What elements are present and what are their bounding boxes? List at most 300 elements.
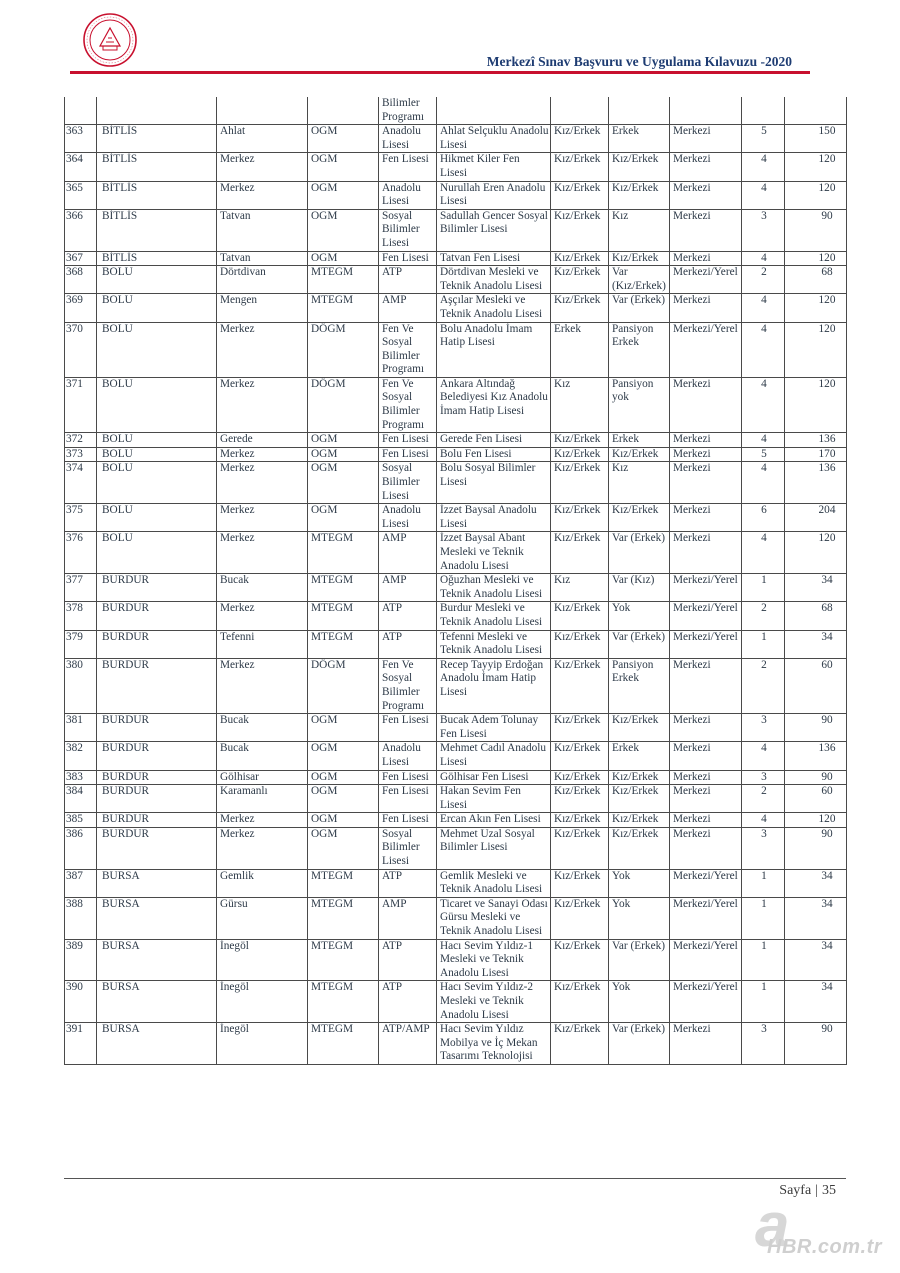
table-row	[65, 251, 847, 266]
placement-type-cell: Merkezi	[670, 294, 742, 322]
province-cell: BOLU	[97, 377, 217, 432]
placement-type-cell: Merkezi	[670, 447, 742, 462]
school-name-cell: Oğuzhan Mesleki ve Teknik Anadolu Lisesi	[437, 574, 551, 602]
dormitory-cell: Var (Kız/Erkek)	[609, 266, 670, 294]
placement-type-cell: Merkezi	[670, 742, 742, 770]
meb-seal-icon	[82, 12, 138, 68]
district-cell: Dörtdivan	[217, 266, 308, 294]
watermark-text: HBR.com.tr	[767, 1236, 883, 1258]
student-gender-cell: Erkek	[551, 322, 609, 377]
placement-type-cell: Merkezi	[670, 377, 742, 432]
department-cell: MTEGM	[308, 981, 379, 1023]
school-name-cell: Bolu Sosyal Bilimler Lisesi	[437, 462, 551, 504]
department-cell: OGM	[308, 153, 379, 181]
student-gender-cell: Kız/Erkek	[551, 714, 609, 742]
department-cell: OGM	[308, 504, 379, 532]
dormitory-cell: Kız/Erkek	[609, 181, 670, 209]
quota-cell: 204	[785, 504, 847, 532]
program-type-cell: Fen Ve Sosyal Bilimler Programı	[379, 658, 437, 713]
student-gender-cell: Kız/Erkek	[551, 532, 609, 574]
row-no-cell: 386	[65, 827, 97, 869]
student-gender-cell: Kız/Erkek	[551, 504, 609, 532]
district-cell: Merkez	[217, 447, 308, 462]
placement-type-cell: Merkezi	[670, 209, 742, 251]
row-no-cell	[65, 97, 97, 125]
placement-type-cell: Merkezi	[670, 770, 742, 785]
class-count-cell: 6	[742, 504, 785, 532]
quota-cell: 136	[785, 462, 847, 504]
table-row	[65, 294, 847, 322]
program-type-cell: ATP	[379, 981, 437, 1023]
student-gender-cell: Kız/Erkek	[551, 125, 609, 153]
table-row	[65, 181, 847, 209]
student-gender-cell: Kız/Erkek	[551, 869, 609, 897]
province-cell	[97, 97, 217, 125]
row-no-cell: 363	[65, 125, 97, 153]
table-row	[65, 504, 847, 532]
table-row	[65, 322, 847, 377]
class-count-cell: 2	[742, 785, 785, 813]
district-cell: Merkez	[217, 462, 308, 504]
page-label: Sayfa	[779, 1183, 812, 1198]
row-no-cell: 380	[65, 658, 97, 713]
department-cell: OGM	[308, 770, 379, 785]
school-name-cell: Ercan Akın Fen Lisesi	[437, 813, 551, 828]
quota-cell: 34	[785, 939, 847, 981]
province-cell: BURDUR	[97, 770, 217, 785]
row-no-cell: 368	[65, 266, 97, 294]
province-cell: BOLU	[97, 266, 217, 294]
placement-type-cell: Merkezi	[670, 181, 742, 209]
province-cell: BOLU	[97, 433, 217, 448]
district-cell: Merkez	[217, 532, 308, 574]
school-name-cell: Ticaret ve Sanayi Odası Gürsu Mesleki ve Teknik Anadolu Lisesi	[437, 897, 551, 939]
program-type-cell: Fen Lisesi	[379, 813, 437, 828]
program-type-cell: AMP	[379, 294, 437, 322]
program-type-cell: Anadolu Lisesi	[379, 742, 437, 770]
quota-cell: 34	[785, 981, 847, 1023]
dormitory-cell: Kız/Erkek	[609, 770, 670, 785]
district-cell: Karamanlı	[217, 785, 308, 813]
class-count-cell: 4	[742, 462, 785, 504]
placement-type-cell: Merkezi/Yerel	[670, 322, 742, 377]
program-type-cell: Fen Lisesi	[379, 433, 437, 448]
student-gender-cell: Kız/Erkek	[551, 181, 609, 209]
quota-cell: 150	[785, 125, 847, 153]
dormitory-cell: Kız/Erkek	[609, 447, 670, 462]
quota-cell: 120	[785, 813, 847, 828]
department-cell: MTEGM	[308, 574, 379, 602]
department-cell: DÖGM	[308, 377, 379, 432]
province-cell: BURSA	[97, 1023, 217, 1065]
dormitory-cell: Kız	[609, 209, 670, 251]
school-name-cell: Gemlik Mesleki ve Teknik Anadolu Lisesi	[437, 869, 551, 897]
placement-type-cell: Merkezi/Yerel	[670, 574, 742, 602]
placement-type-cell: Merkezi	[670, 462, 742, 504]
program-type-cell: ATP	[379, 630, 437, 658]
student-gender-cell: Kız/Erkek	[551, 294, 609, 322]
table-row	[65, 433, 847, 448]
placement-type-cell: Merkezi	[670, 813, 742, 828]
district-cell: Merkez	[217, 322, 308, 377]
dormitory-cell: Var (Erkek)	[609, 532, 670, 574]
dormitory-cell: Yok	[609, 602, 670, 630]
province-cell: BOLU	[97, 504, 217, 532]
program-type-cell: Fen Lisesi	[379, 770, 437, 785]
table-row	[65, 658, 847, 713]
district-cell: Tatvan	[217, 251, 308, 266]
class-count-cell: 1	[742, 939, 785, 981]
department-cell: OGM	[308, 785, 379, 813]
school-name-cell: Burdur Mesleki ve Teknik Anadolu Lisesi	[437, 602, 551, 630]
footer-divider	[64, 1178, 846, 1179]
school-quota-table	[64, 97, 847, 1065]
table-row	[65, 209, 847, 251]
row-no-cell: 385	[65, 813, 97, 828]
district-cell: Ahlat	[217, 125, 308, 153]
dormitory-cell: Kız/Erkek	[609, 785, 670, 813]
quota-cell: 68	[785, 602, 847, 630]
header-divider	[70, 71, 810, 74]
district-cell: Gemlik	[217, 869, 308, 897]
district-cell: Gölhisar	[217, 770, 308, 785]
quota-cell: 34	[785, 869, 847, 897]
row-no-cell: 375	[65, 504, 97, 532]
district-cell: Tatvan	[217, 209, 308, 251]
table-row	[65, 981, 847, 1023]
district-cell: Bucak	[217, 742, 308, 770]
page-separator: |	[815, 1183, 818, 1198]
province-cell: BURSA	[97, 939, 217, 981]
district-cell	[217, 97, 308, 125]
dormitory-cell: Kız/Erkek	[609, 251, 670, 266]
program-type-cell: Fen Lisesi	[379, 251, 437, 266]
department-cell: OGM	[308, 251, 379, 266]
school-name-cell: Ankara Altındağ Belediyesi Kız Anadolu İmam Hatip Lisesi	[437, 377, 551, 432]
row-no-cell: 381	[65, 714, 97, 742]
class-count-cell: 2	[742, 658, 785, 713]
school-name-cell: Dörtdivan Mesleki ve Teknik Anadolu Lisesi	[437, 266, 551, 294]
province-cell: BURSA	[97, 897, 217, 939]
student-gender-cell: Kız/Erkek	[551, 266, 609, 294]
department-cell: MTEGM	[308, 266, 379, 294]
table-row	[65, 1023, 847, 1065]
student-gender-cell: Kız/Erkek	[551, 209, 609, 251]
class-count-cell: 3	[742, 714, 785, 742]
department-cell: DÖGM	[308, 322, 379, 377]
class-count-cell: 1	[742, 574, 785, 602]
province-cell: BOLU	[97, 447, 217, 462]
placement-type-cell: Merkezi/Yerel	[670, 869, 742, 897]
quota-cell: 34	[785, 574, 847, 602]
province-cell: BURDUR	[97, 742, 217, 770]
district-cell: İnegöl	[217, 939, 308, 981]
dormitory-cell: Kız/Erkek	[609, 714, 670, 742]
row-no-cell: 389	[65, 939, 97, 981]
school-name-cell: Hacı Sevim Yıldız Mobilya ve İç Mekan Tasarımı Teknolojisi	[437, 1023, 551, 1065]
student-gender-cell: Kız/Erkek	[551, 433, 609, 448]
student-gender-cell: Kız/Erkek	[551, 153, 609, 181]
school-name-cell: Nurullah Eren Anadolu Lisesi	[437, 181, 551, 209]
district-cell: İnegöl	[217, 981, 308, 1023]
placement-type-cell: Merkezi/Yerel	[670, 897, 742, 939]
class-count-cell: 1	[742, 630, 785, 658]
class-count-cell: 5	[742, 447, 785, 462]
quota-cell: 90	[785, 827, 847, 869]
dormitory-cell: Var (Kız)	[609, 574, 670, 602]
table-row	[65, 813, 847, 828]
province-cell: BİTLİS	[97, 209, 217, 251]
student-gender-cell: Kız/Erkek	[551, 462, 609, 504]
department-cell: MTEGM	[308, 532, 379, 574]
table-row	[65, 939, 847, 981]
department-cell: OGM	[308, 827, 379, 869]
district-cell: Merkez	[217, 153, 308, 181]
district-cell: Gerede	[217, 433, 308, 448]
class-count-cell: 4	[742, 813, 785, 828]
table-row	[65, 714, 847, 742]
row-no-cell: 383	[65, 770, 97, 785]
quota-cell: 90	[785, 770, 847, 785]
department-cell: OGM	[308, 813, 379, 828]
quota-cell: 120	[785, 322, 847, 377]
province-cell: BURDUR	[97, 827, 217, 869]
table-row	[65, 574, 847, 602]
province-cell: BURDUR	[97, 658, 217, 713]
student-gender-cell: Kız/Erkek	[551, 251, 609, 266]
quota-cell: 120	[785, 294, 847, 322]
department-cell: MTEGM	[308, 630, 379, 658]
dormitory-cell: Var (Erkek)	[609, 939, 670, 981]
dormitory-cell: Kız	[609, 462, 670, 504]
watermark-letter: a	[755, 1191, 790, 1260]
school-name-cell: Bolu Anadolu İmam Hatip Lisesi	[437, 322, 551, 377]
quota-cell: 34	[785, 897, 847, 939]
program-type-cell: Fen Lisesi	[379, 447, 437, 462]
placement-type-cell	[670, 97, 742, 125]
student-gender-cell: Kız/Erkek	[551, 447, 609, 462]
quota-cell: 120	[785, 377, 847, 432]
quota-cell: 170	[785, 447, 847, 462]
placement-type-cell: Merkezi/Yerel	[670, 630, 742, 658]
province-cell: BİTLİS	[97, 153, 217, 181]
program-type-cell: ATP	[379, 602, 437, 630]
row-no-cell: 372	[65, 433, 97, 448]
dormitory-cell: Pansiyon yok	[609, 377, 670, 432]
class-count-cell: 4	[742, 322, 785, 377]
placement-type-cell: Merkezi/Yerel	[670, 266, 742, 294]
school-name-cell: Hakan Sevim Fen Lisesi	[437, 785, 551, 813]
table-row	[65, 532, 847, 574]
program-type-cell: ATP	[379, 939, 437, 981]
program-type-cell: Fen Ve Sosyal Bilimler Programı	[379, 322, 437, 377]
student-gender-cell	[551, 97, 609, 125]
program-type-cell: Fen Lisesi	[379, 153, 437, 181]
row-no-cell: 370	[65, 322, 97, 377]
district-cell: Merkez	[217, 827, 308, 869]
school-name-cell: Bucak Adem Tolunay Fen Lisesi	[437, 714, 551, 742]
row-no-cell: 373	[65, 447, 97, 462]
table-row	[65, 266, 847, 294]
district-cell: Merkez	[217, 504, 308, 532]
class-count-cell: 1	[742, 981, 785, 1023]
program-type-cell: Anadolu Lisesi	[379, 181, 437, 209]
department-cell: MTEGM	[308, 602, 379, 630]
class-count-cell	[742, 97, 785, 125]
province-cell: BURDUR	[97, 602, 217, 630]
row-no-cell: 364	[65, 153, 97, 181]
program-type-cell: Sosyal Bilimler Lisesi	[379, 827, 437, 869]
class-count-cell: 2	[742, 266, 785, 294]
class-count-cell: 4	[742, 742, 785, 770]
district-cell: Merkez	[217, 658, 308, 713]
placement-type-cell: Merkezi	[670, 532, 742, 574]
program-type-cell: Sosyal Bilimler Lisesi	[379, 209, 437, 251]
class-count-cell: 4	[742, 181, 785, 209]
department-cell: OGM	[308, 181, 379, 209]
student-gender-cell: Kız/Erkek	[551, 939, 609, 981]
district-cell: Bucak	[217, 574, 308, 602]
placement-type-cell: Merkezi	[670, 504, 742, 532]
class-count-cell: 4	[742, 153, 785, 181]
student-gender-cell: Kız/Erkek	[551, 897, 609, 939]
province-cell: BOLU	[97, 462, 217, 504]
province-cell: BİTLİS	[97, 181, 217, 209]
district-cell: İnegöl	[217, 1023, 308, 1065]
table-row	[65, 125, 847, 153]
row-no-cell: 387	[65, 869, 97, 897]
student-gender-cell: Kız/Erkek	[551, 602, 609, 630]
school-name-cell: Sadullah Gencer Sosyal Bilimler Lisesi	[437, 209, 551, 251]
department-cell: MTEGM	[308, 1023, 379, 1065]
dormitory-cell: Kız/Erkek	[609, 827, 670, 869]
student-gender-cell: Kız/Erkek	[551, 981, 609, 1023]
table-row	[65, 742, 847, 770]
row-no-cell: 365	[65, 181, 97, 209]
department-cell: OGM	[308, 462, 379, 504]
quota-cell: 90	[785, 1023, 847, 1065]
class-count-cell: 1	[742, 869, 785, 897]
department-cell: MTEGM	[308, 294, 379, 322]
row-no-cell: 379	[65, 630, 97, 658]
page-number-value: 35	[822, 1183, 836, 1198]
class-count-cell: 3	[742, 770, 785, 785]
student-gender-cell: Kız/Erkek	[551, 827, 609, 869]
school-name-cell: Tefenni Mesleki ve Teknik Anadolu Lisesi	[437, 630, 551, 658]
school-name-cell: Mehmet Cadıl Anadolu Lisesi	[437, 742, 551, 770]
class-count-cell: 2	[742, 602, 785, 630]
quota-cell: 34	[785, 630, 847, 658]
table-row	[65, 785, 847, 813]
school-name-cell: Mehmet Uzal Sosyal Bilimler Lisesi	[437, 827, 551, 869]
placement-type-cell: Merkezi/Yerel	[670, 939, 742, 981]
table-row	[65, 630, 847, 658]
department-cell: OGM	[308, 209, 379, 251]
quota-cell: 60	[785, 658, 847, 713]
district-cell: Merkez	[217, 377, 308, 432]
program-type-cell: ATP	[379, 869, 437, 897]
dormitory-cell: Erkek	[609, 433, 670, 448]
quota-cell: 90	[785, 714, 847, 742]
school-name-cell: Hikmet Kiler Fen Lisesi	[437, 153, 551, 181]
program-type-cell: AMP	[379, 897, 437, 939]
student-gender-cell: Kız/Erkek	[551, 813, 609, 828]
quota-cell: 120	[785, 532, 847, 574]
dormitory-cell: Erkek	[609, 125, 670, 153]
table-row	[65, 462, 847, 504]
school-name-cell: İzzet Baysal Abant Mesleki ve Teknik Anadolu Lisesi	[437, 532, 551, 574]
quota-cell: 68	[785, 266, 847, 294]
row-no-cell: 376	[65, 532, 97, 574]
school-name-cell: Recep Tayyip Erdoğan Anadolu İmam Hatip Lisesi	[437, 658, 551, 713]
row-no-cell: 367	[65, 251, 97, 266]
table-row	[65, 602, 847, 630]
placement-type-cell: Merkezi	[670, 153, 742, 181]
placement-type-cell: Merkezi/Yerel	[670, 981, 742, 1023]
class-count-cell: 1	[742, 897, 785, 939]
student-gender-cell: Kız/Erkek	[551, 1023, 609, 1065]
province-cell: BURDUR	[97, 813, 217, 828]
district-cell: Merkez	[217, 813, 308, 828]
row-no-cell: 390	[65, 981, 97, 1023]
program-type-cell: AMP	[379, 532, 437, 574]
row-no-cell: 366	[65, 209, 97, 251]
dormitory-cell: Kız/Erkek	[609, 813, 670, 828]
district-cell: Gürsu	[217, 897, 308, 939]
department-cell: OGM	[308, 125, 379, 153]
province-cell: BURDUR	[97, 574, 217, 602]
department-cell: OGM	[308, 433, 379, 448]
dormitory-cell: Yok	[609, 869, 670, 897]
table-row	[65, 827, 847, 869]
row-no-cell: 378	[65, 602, 97, 630]
school-name-cell: Gölhisar Fen Lisesi	[437, 770, 551, 785]
row-no-cell: 382	[65, 742, 97, 770]
dormitory-cell: Pansiyon Erkek	[609, 658, 670, 713]
row-no-cell: 374	[65, 462, 97, 504]
school-name-cell: Gerede Fen Lisesi	[437, 433, 551, 448]
class-count-cell: 3	[742, 827, 785, 869]
school-name-cell: Aşçılar Mesleki ve Teknik Anadolu Lisesi	[437, 294, 551, 322]
student-gender-cell: Kız/Erkek	[551, 630, 609, 658]
class-count-cell: 3	[742, 209, 785, 251]
placement-type-cell: Merkezi	[670, 658, 742, 713]
row-no-cell: 391	[65, 1023, 97, 1065]
class-count-cell: 4	[742, 532, 785, 574]
program-type-cell: Fen Lisesi	[379, 785, 437, 813]
quota-cell: 60	[785, 785, 847, 813]
district-cell: Merkez	[217, 602, 308, 630]
province-cell: BURDUR	[97, 630, 217, 658]
dormitory-cell: Yok	[609, 981, 670, 1023]
program-type-cell: ATP	[379, 266, 437, 294]
province-cell: BURDUR	[97, 714, 217, 742]
dormitory-cell: Var (Erkek)	[609, 630, 670, 658]
dormitory-cell: Kız/Erkek	[609, 504, 670, 532]
department-cell: DÖGM	[308, 658, 379, 713]
province-cell: BİTLİS	[97, 125, 217, 153]
placement-type-cell: Merkezi	[670, 827, 742, 869]
placement-type-cell: Merkezi	[670, 1023, 742, 1065]
class-count-cell: 3	[742, 1023, 785, 1065]
school-name-cell	[437, 97, 551, 125]
student-gender-cell: Kız	[551, 377, 609, 432]
table-row	[65, 153, 847, 181]
document-title: Merkezî Sınav Başvuru ve Uygulama Kılavuzu -2020	[486, 54, 792, 69]
program-type-cell: Anadolu Lisesi	[379, 125, 437, 153]
province-cell: BURSA	[97, 869, 217, 897]
quota-cell	[785, 97, 847, 125]
